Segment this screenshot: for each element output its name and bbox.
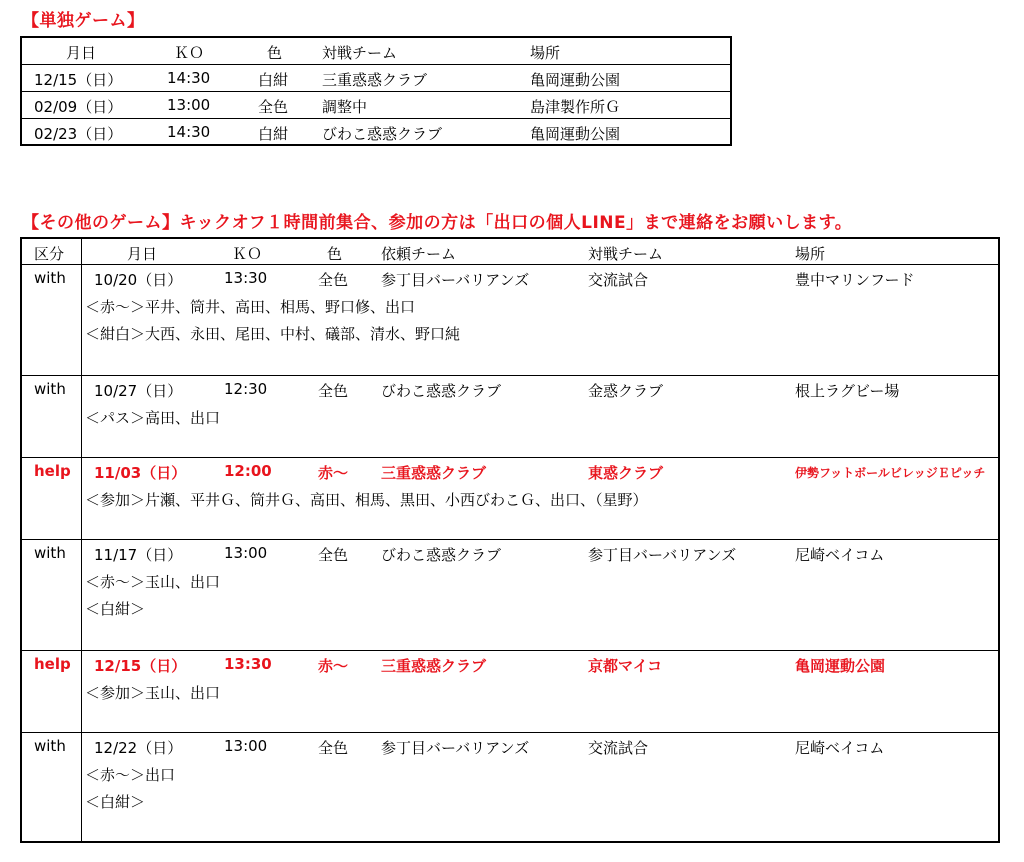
- cell-date: 12/22（日）: [94, 739, 183, 757]
- cell-color: 全色: [318, 546, 349, 564]
- cell-date: 12/15（日）: [34, 71, 123, 89]
- cell-venue: 伊勢フットボールビレッジＥピッチ: [795, 466, 986, 480]
- cell-opponent: びわこ惑惑クラブ: [322, 125, 443, 143]
- cell-color: 白紺: [258, 125, 289, 143]
- table-row: [22, 458, 998, 540]
- cell-kubun: with: [34, 380, 66, 398]
- member-line: ＜赤～＞平井、筒井、高田、相馬、野口修、出口: [85, 298, 416, 316]
- table-header-row: [22, 38, 730, 64]
- member-line: ＜パス＞高田、出口: [85, 409, 221, 427]
- cell-ko: 12:00: [224, 462, 272, 480]
- header-opponent: 対戦チーム: [588, 245, 664, 263]
- cell-color: 赤～: [318, 464, 349, 482]
- cell-date: 02/09（日）: [34, 98, 123, 116]
- cell-venue: 豊中マリンフード: [795, 271, 915, 289]
- single-games-title: 【単独ゲーム】: [22, 11, 145, 31]
- cell-venue: 尼崎ベイコム: [795, 739, 885, 757]
- member-line: ＜参加＞玉山、出口: [85, 684, 221, 702]
- header-color: 色: [327, 245, 343, 263]
- table-row: [22, 540, 998, 651]
- header-requester: 依頼チーム: [381, 245, 457, 263]
- header-venue: 場所: [795, 245, 826, 263]
- header-venue: 場所: [530, 44, 561, 62]
- table-row: [22, 376, 998, 458]
- member-line: ＜紺白＞大西、永田、尾田、中村、礒部、清水、野口純: [85, 325, 461, 343]
- table-row: [22, 118, 730, 145]
- cell-kubun: help: [34, 462, 71, 480]
- table-row: [22, 733, 998, 843]
- header-date: 月日: [127, 245, 158, 263]
- table-row: [22, 91, 730, 118]
- header-ko: ＫＯ: [174, 44, 205, 62]
- member-line: ＜白紺＞: [85, 793, 146, 811]
- cell-date: 10/27（日）: [94, 382, 183, 400]
- header-opponent: 対戦チーム: [322, 44, 398, 62]
- member-line: ＜赤～＞出口: [85, 766, 176, 784]
- cell-requester: 参丁目バーバリアンズ: [381, 271, 530, 289]
- cell-kubun: with: [34, 269, 66, 287]
- header-color: 色: [267, 44, 283, 62]
- cell-ko: 13:30: [224, 269, 268, 287]
- cell-requester: びわこ惑惑クラブ: [381, 382, 502, 400]
- cell-kubun: with: [34, 737, 66, 755]
- header-ko: ＫＯ: [232, 245, 263, 263]
- table-row: [22, 265, 998, 376]
- cell-opponent: 東惑クラブ: [588, 464, 664, 482]
- cell-color: 全色: [258, 98, 289, 116]
- cell-venue: 尼崎ベイコム: [795, 546, 885, 564]
- cell-opponent: 参丁目バーバリアンズ: [588, 546, 737, 564]
- member-line: ＜赤～＞玉山、出口: [85, 573, 221, 591]
- cell-color: 白紺: [258, 71, 289, 89]
- cell-venue: 亀岡運動公園: [530, 125, 621, 143]
- cell-ko: 13:00: [224, 737, 268, 755]
- cell-color: 全色: [318, 271, 349, 289]
- cell-ko: 14:30: [167, 69, 211, 87]
- cell-date: 10/20（日）: [94, 271, 183, 289]
- cell-venue: 島津製作所Ｇ: [530, 98, 621, 116]
- table-header-row: [22, 239, 998, 265]
- cell-requester: びわこ惑惑クラブ: [381, 546, 502, 564]
- cell-ko: 13:30: [224, 655, 272, 673]
- cell-opponent: 調整中: [322, 98, 368, 116]
- cell-opponent: 交流試合: [588, 271, 649, 289]
- cell-ko: 12:30: [224, 380, 268, 398]
- header-kubun: 区分: [34, 245, 65, 263]
- table-row: [22, 64, 730, 91]
- cell-requester: 三重惑惑クラブ: [381, 657, 487, 675]
- cell-color: 赤～: [318, 657, 349, 675]
- cell-opponent: 金惑クラブ: [588, 382, 664, 400]
- cell-date: 02/23（日）: [34, 125, 123, 143]
- header-date: 月日: [66, 44, 97, 62]
- cell-venue: 亀岡運動公園: [530, 71, 621, 89]
- cell-ko: 13:00: [167, 96, 211, 114]
- cell-color: 全色: [318, 382, 349, 400]
- cell-ko: 13:00: [224, 544, 268, 562]
- member-line: ＜参加＞片瀬、平井Ｇ、筒井Ｇ、高田、相馬、黒田、小西びわこＧ、出口、（星野）: [85, 491, 648, 509]
- cell-date: 11/03（日）: [94, 464, 187, 482]
- cell-color: 全色: [318, 739, 349, 757]
- cell-venue: 根上ラグビー場: [795, 382, 900, 400]
- cell-opponent: 三重惑惑クラブ: [322, 71, 428, 89]
- cell-kubun: with: [34, 544, 66, 562]
- cell-kubun: help: [34, 655, 71, 673]
- table-row: [22, 651, 998, 733]
- member-line: ＜白紺＞: [85, 600, 146, 618]
- other-games-title: 【その他のゲーム】キックオフ１時間前集合、参加の方は「出口の個人LINE」まで連絡をお願いします。: [22, 213, 853, 233]
- cell-opponent: 交流試合: [588, 739, 649, 757]
- cell-requester: 参丁目バーバリアンズ: [381, 739, 530, 757]
- cell-opponent: 京都マイコ: [588, 657, 663, 675]
- single-games-table: [20, 36, 732, 146]
- cell-venue: 亀岡運動公園: [795, 657, 886, 675]
- cell-ko: 14:30: [167, 123, 211, 141]
- cell-date: 11/17（日）: [94, 546, 183, 564]
- cell-requester: 三重惑惑クラブ: [381, 464, 487, 482]
- other-games-table: [20, 237, 1000, 843]
- cell-date: 12/15（日）: [94, 657, 187, 675]
